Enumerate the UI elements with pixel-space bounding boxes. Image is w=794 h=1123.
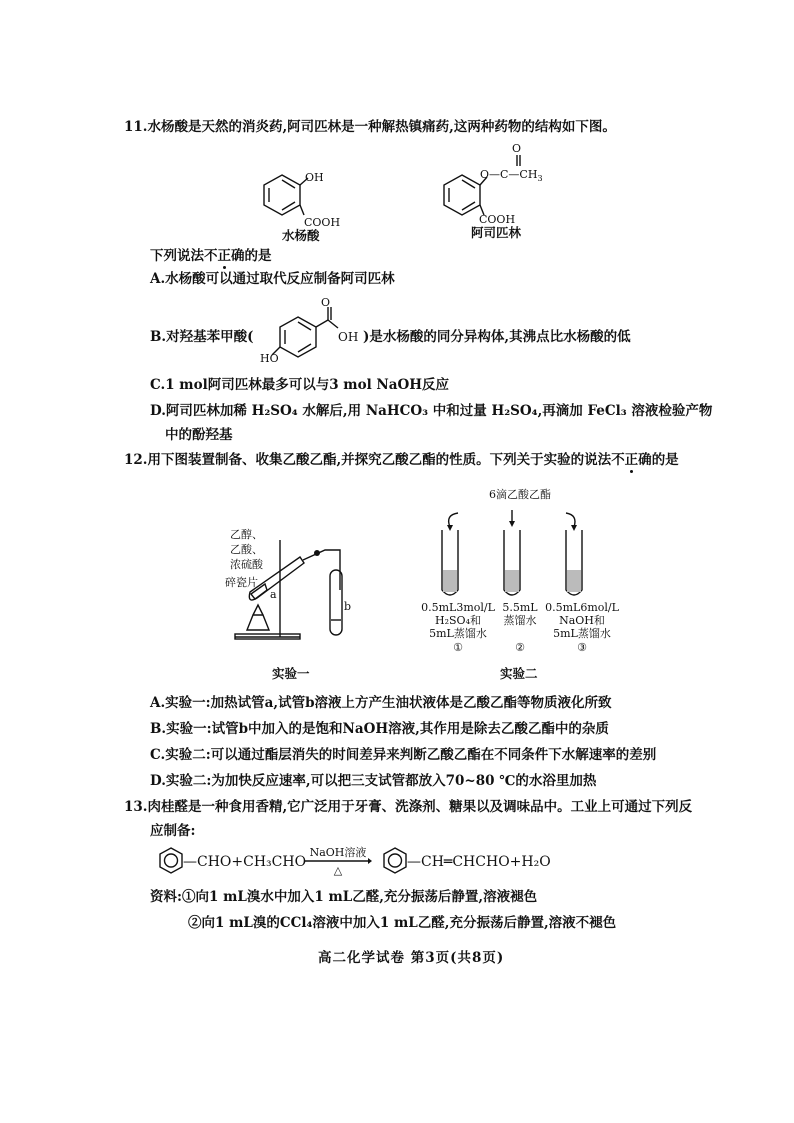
phba-o: O bbox=[321, 296, 331, 309]
q11-option-a: A.水杨酸可以通过取代反应制备阿司匹林 bbox=[150, 271, 395, 287]
phba-ho: HO bbox=[260, 352, 279, 365]
q13-info2: ②向1 mL溴的CCl₄溶液中加入1 mL乙醛,充分振荡后静置,溶液不褪色 bbox=[188, 915, 617, 931]
aspirin-ester-chain: $O—C—CH_3$ bbox=[480, 168, 543, 184]
q11-stem: 11.水杨酸是天然的消炎药,阿司匹林是一种解热镇痛药,这两种药物的结构如下图。 bbox=[124, 119, 616, 135]
exp2-caption: 实验二 bbox=[500, 666, 538, 681]
equation-left: —CHO+CH₃CHO bbox=[183, 854, 307, 870]
exp1-label-h2so4: 浓硫酸 bbox=[230, 558, 263, 571]
salicylic-oh: OH bbox=[305, 171, 324, 184]
emphasis-not-correct-12: 不正确 bbox=[611, 452, 652, 468]
equation-right: —CH═CHCHO+H₂O bbox=[407, 854, 551, 870]
exp1-label-b: b bbox=[344, 600, 352, 613]
q12-option-c: C.实验二:可以通过酯层消失的时间差异来判断乙酸乙酯在不同条件下水解速率的差别 bbox=[150, 747, 657, 763]
q12-option-d: D.实验二:为加快反应速率,可以把三支试管都放入70~80 ℃的水浴里加热 bbox=[150, 773, 597, 789]
experiment1-apparatus bbox=[225, 520, 365, 660]
experiment2-test-tubes bbox=[430, 505, 610, 605]
q12-option-a: A.实验一:加热试管a,试管b溶液上方产生油状液体是乙酸乙酯等物质液化所致 bbox=[150, 695, 612, 711]
q13-info1: 资料:①向1 mL溴水中加入1 mL乙醛,充分振荡后静置,溶液褪色 bbox=[150, 889, 538, 905]
exp1-caption: 实验一 bbox=[272, 666, 310, 681]
exp2-drops-label: 6滴乙酸乙酯 bbox=[489, 488, 551, 501]
q11-prompt: 下列说法不正确的是 bbox=[150, 248, 272, 264]
aspirin-cooh: COOH bbox=[479, 213, 516, 226]
emphasis-not-correct: 不正确 bbox=[204, 248, 245, 264]
exp1-label-a: a bbox=[270, 588, 277, 601]
q12-option-b: B.实验一:试管b中加入的是饱和NaOH溶液,其作用是除去乙酸乙酯中的杂质 bbox=[150, 721, 609, 737]
exp1-label-acetic: 乙酸、 bbox=[230, 543, 263, 556]
exam-page: 11.水杨酸是天然的消炎药,阿司匹林是一种解热镇痛药,这两种药物的结构如下图。 OH COOH 水杨酸 O $O—C—CH_3$ COOH 阿司匹林 下列说法不正确的是 A.水杨酸可以通过取代反应制备阿司匹林 B.对羟基苯甲酸( O OH )是水杨酸的同分异构体,其沸点比水杨酸的低 HO C.1 mol阿司匹林最多可以与3 mol NaOH反应 D.阿司匹林加稀 H₂SO₄ 水解后,用 NaHCO₃ 中和过量 H₂SO₄,再滴加 FeCl₃ 溶液检验产物 中的酚羟基 12.用下图装置制备、收集乙酸乙酯,并探究乙酸乙酯的性质。下列关于实验的说法不正确的是 乙醇、 乙酸、 浓硫酸 碎瓷片 a b 实验一 6滴乙酸乙酯 0.5mL3mol/L H₂SO₄和 5mL蒸馏水 ① 5.5mL 蒸馏水 ② 0.5mL6mol/L NaOH和 5mL蒸馏水 ③ 实验二 A.实验一:加热试管a,试管b溶液上方产生油状液体是乙酸乙酯等物质液化所致 B.实验一:试管b中加入的是饱和NaOH溶液,其作用是除去乙酸乙酯中的杂质 C.实验二:可以通过酯层消失的时间差异来判断乙酸乙酯在不同条件下水解速率的差别 D.实验二:为加快反应速率,可以把三支试管都放入70~80 ℃的水浴里加热 13.肉桂醛是一种食用香精,它广泛用于牙膏、洗涤剂、糖果以及调味品中。工业上可通过下列反 应制备: —CHO+CH₃CHO NaOH溶液 △ —CH═CHCHO+H₂O 资料:①向1 mL溴水中加入1 mL乙醛,充分振荡后静置,溶液褪色 ②向1 mL溴的CCl₄溶液中加入1 mL乙醛,充分振荡后静置,溶液不褪色 高二化学试卷 第3页(共8页) bbox=[124, 119, 713, 966]
q11-option-b-pre: B.对羟基苯甲酸( bbox=[150, 329, 254, 345]
q11-option-b-post: OH )是水杨酸的同分异构体,其沸点比水杨酸的低 bbox=[338, 329, 631, 345]
q11-option-d-line2: 中的酚羟基 bbox=[165, 427, 233, 443]
salicylic-acid-name: 水杨酸 bbox=[282, 228, 320, 243]
q13-stem-line1: 13.肉桂醛是一种食用香精,它广泛用于牙膏、洗涤剂、糖果以及调味品中。工业上可通过下列反 bbox=[124, 799, 693, 815]
q12-stem: 12.用下图装置制备、收集乙酸乙酯,并探究乙酸乙酯的性质。下列关于实验的说法不正确的是 bbox=[124, 452, 679, 468]
exp1-label-chips: 碎瓷片 bbox=[225, 576, 258, 589]
phba-oh: OH bbox=[338, 330, 359, 344]
q13-stem-line2: 应制备: bbox=[150, 823, 196, 839]
aspirin-carbonyl-o: O bbox=[512, 142, 522, 155]
equation-condition-bottom: △ bbox=[333, 864, 343, 877]
q11-option-d-line1: D.阿司匹林加稀 H₂SO₄ 水解后,用 NaHCO₃ 中和过量 H₂SO₄,再滴加 FeCl₃ 溶液检验产物 bbox=[150, 403, 713, 419]
q11-option-c: C.1 mol阿司匹林最多可以与3 mol NaOH反应 bbox=[150, 377, 450, 393]
equation-condition-top: NaOH溶液 bbox=[309, 846, 367, 859]
salicylic-cooh: COOH bbox=[304, 216, 341, 229]
aspirin-name: 阿司匹林 bbox=[471, 225, 522, 240]
exp1-label-ethanol: 乙醇、 bbox=[230, 528, 263, 541]
page-footer: 高二化学试卷 第3页(共8页) bbox=[318, 950, 505, 966]
